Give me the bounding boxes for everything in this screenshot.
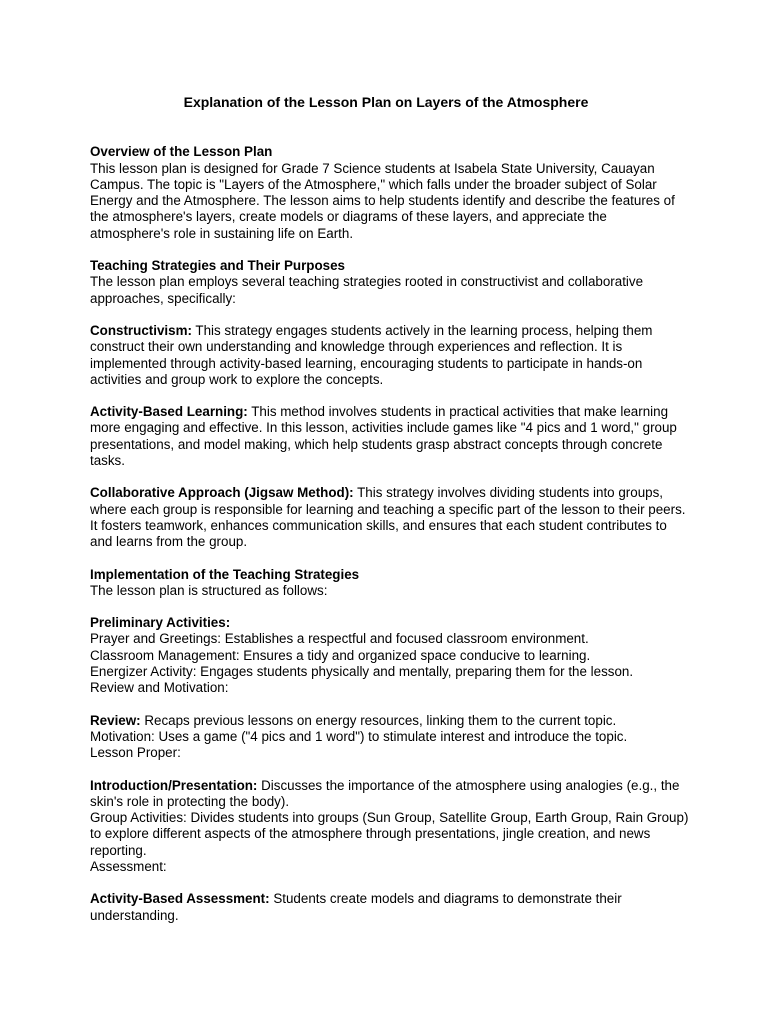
implementation-heading: Implementation of the Teaching Strategies <box>90 566 360 582</box>
introduction-label: Introduction/Presentation: <box>90 777 258 793</box>
constructivism-text: This strategy engages students actively in the learning process, helping them construct their own understanding and knowledge through experiences and reflection. It is implemented through activity-based learning, encouraging students to participate in hands-on activities and group work to explore the concepts. <box>90 322 653 387</box>
overview-text: This lesson plan is designed for Grade 7 Science students at Isabela State University, Cauayan Campus. The topic is "Layers of the Atmosphere," which falls under the broader subject of Solar Energy and the Atmosphere. The lesson aims to help students identify and describe the features of the atmosphere's layers, create models or diagrams of these layers, and appreciate the atmosphere's role in sustaining life on Earth. <box>90 160 675 241</box>
activity-based-text: This method involves students in practical activities that make learning more engaging and effective. In this lesson, activities include games like "4 pics and 1 word," group presentations, and model making, which help students grasp abstract concepts through concrete tasks. <box>90 404 677 469</box>
collaborative-paragraph <box>90 485 690 550</box>
document-title: Explanation of the Lesson Plan on Layers of the Atmosphere <box>183 94 589 110</box>
review-text: Recaps previous lessons on energy resources, linking them to the current topic. <box>140 712 617 728</box>
activity-based-label: Activity-Based Learning: <box>90 404 248 420</box>
activity-based-paragraph <box>90 404 690 469</box>
strategies-section <box>90 258 690 307</box>
introduction-line: Group Activities: Divides students into groups (Sun Group, Satellite Group, Earth Group, Rain Group) to explore different aspects of the atmosphere through presentations, jingle creation, and news reporting. <box>90 810 689 858</box>
collaborative-section <box>90 485 690 550</box>
constructivism-label: Constructivism: <box>90 322 192 338</box>
strategies-heading: Teaching Strategies and Their Purposes <box>90 258 345 274</box>
introduction-text: Discusses the importance of the atmosphere using analogies (e.g., the skin's role in protecting the body). <box>90 777 680 809</box>
preliminary-heading: Preliminary Activities: <box>90 615 231 631</box>
strategies-text: The lesson plan employs several teaching strategies rooted in constructivist and collaborative approaches, specifically: <box>90 274 644 306</box>
assessment-paragraph <box>90 891 690 924</box>
introduction-paragraph <box>90 778 690 811</box>
assessment-section <box>90 891 690 924</box>
preliminary-line: Prayer and Greetings: Establishes a respectful and focused classroom environment. <box>90 631 589 647</box>
constructivism-section <box>90 323 690 388</box>
implementation-text: The lesson plan is structured as follows: <box>90 582 328 598</box>
introduction-section <box>90 778 690 876</box>
preliminary-line: Energizer Activity: Engages students physically and mentally, preparing them for the lesson. <box>90 664 634 680</box>
collaborative-label: Collaborative Approach (Jigsaw Method): <box>90 485 354 501</box>
activity-based-section <box>90 404 690 469</box>
preliminary-line: Review and Motivation: <box>90 680 229 696</box>
implementation-section <box>90 567 690 600</box>
document-page <box>90 94 690 940</box>
constructivism-paragraph <box>90 323 690 388</box>
introduction-line: Assessment: <box>90 858 167 874</box>
assessment-label: Activity-Based Assessment: <box>90 891 270 907</box>
overview-heading: Overview of the Lesson Plan <box>90 144 273 160</box>
preliminary-line: Classroom Management: Ensures a tidy and organized space conducive to learning. <box>90 647 591 663</box>
review-paragraph <box>90 713 690 729</box>
review-label: Review: <box>90 712 141 728</box>
review-line: Motivation: Uses a game ("4 pics and 1 word") to stimulate interest and introduce the topic. <box>90 728 628 744</box>
review-section <box>90 713 690 762</box>
collaborative-text: This strategy involves dividing students into groups, where each group is responsible for learning and teaching a specific part of the lesson to their peers. It fosters teamwork, enhances communication skills, and ensures that each student contributes to and learns from the group. <box>90 485 686 550</box>
preliminary-section <box>90 615 690 696</box>
overview-section <box>90 144 690 242</box>
review-line: Lesson Proper: <box>90 745 181 761</box>
assessment-text: Students create models and diagrams to demonstrate their understanding. <box>90 891 622 923</box>
